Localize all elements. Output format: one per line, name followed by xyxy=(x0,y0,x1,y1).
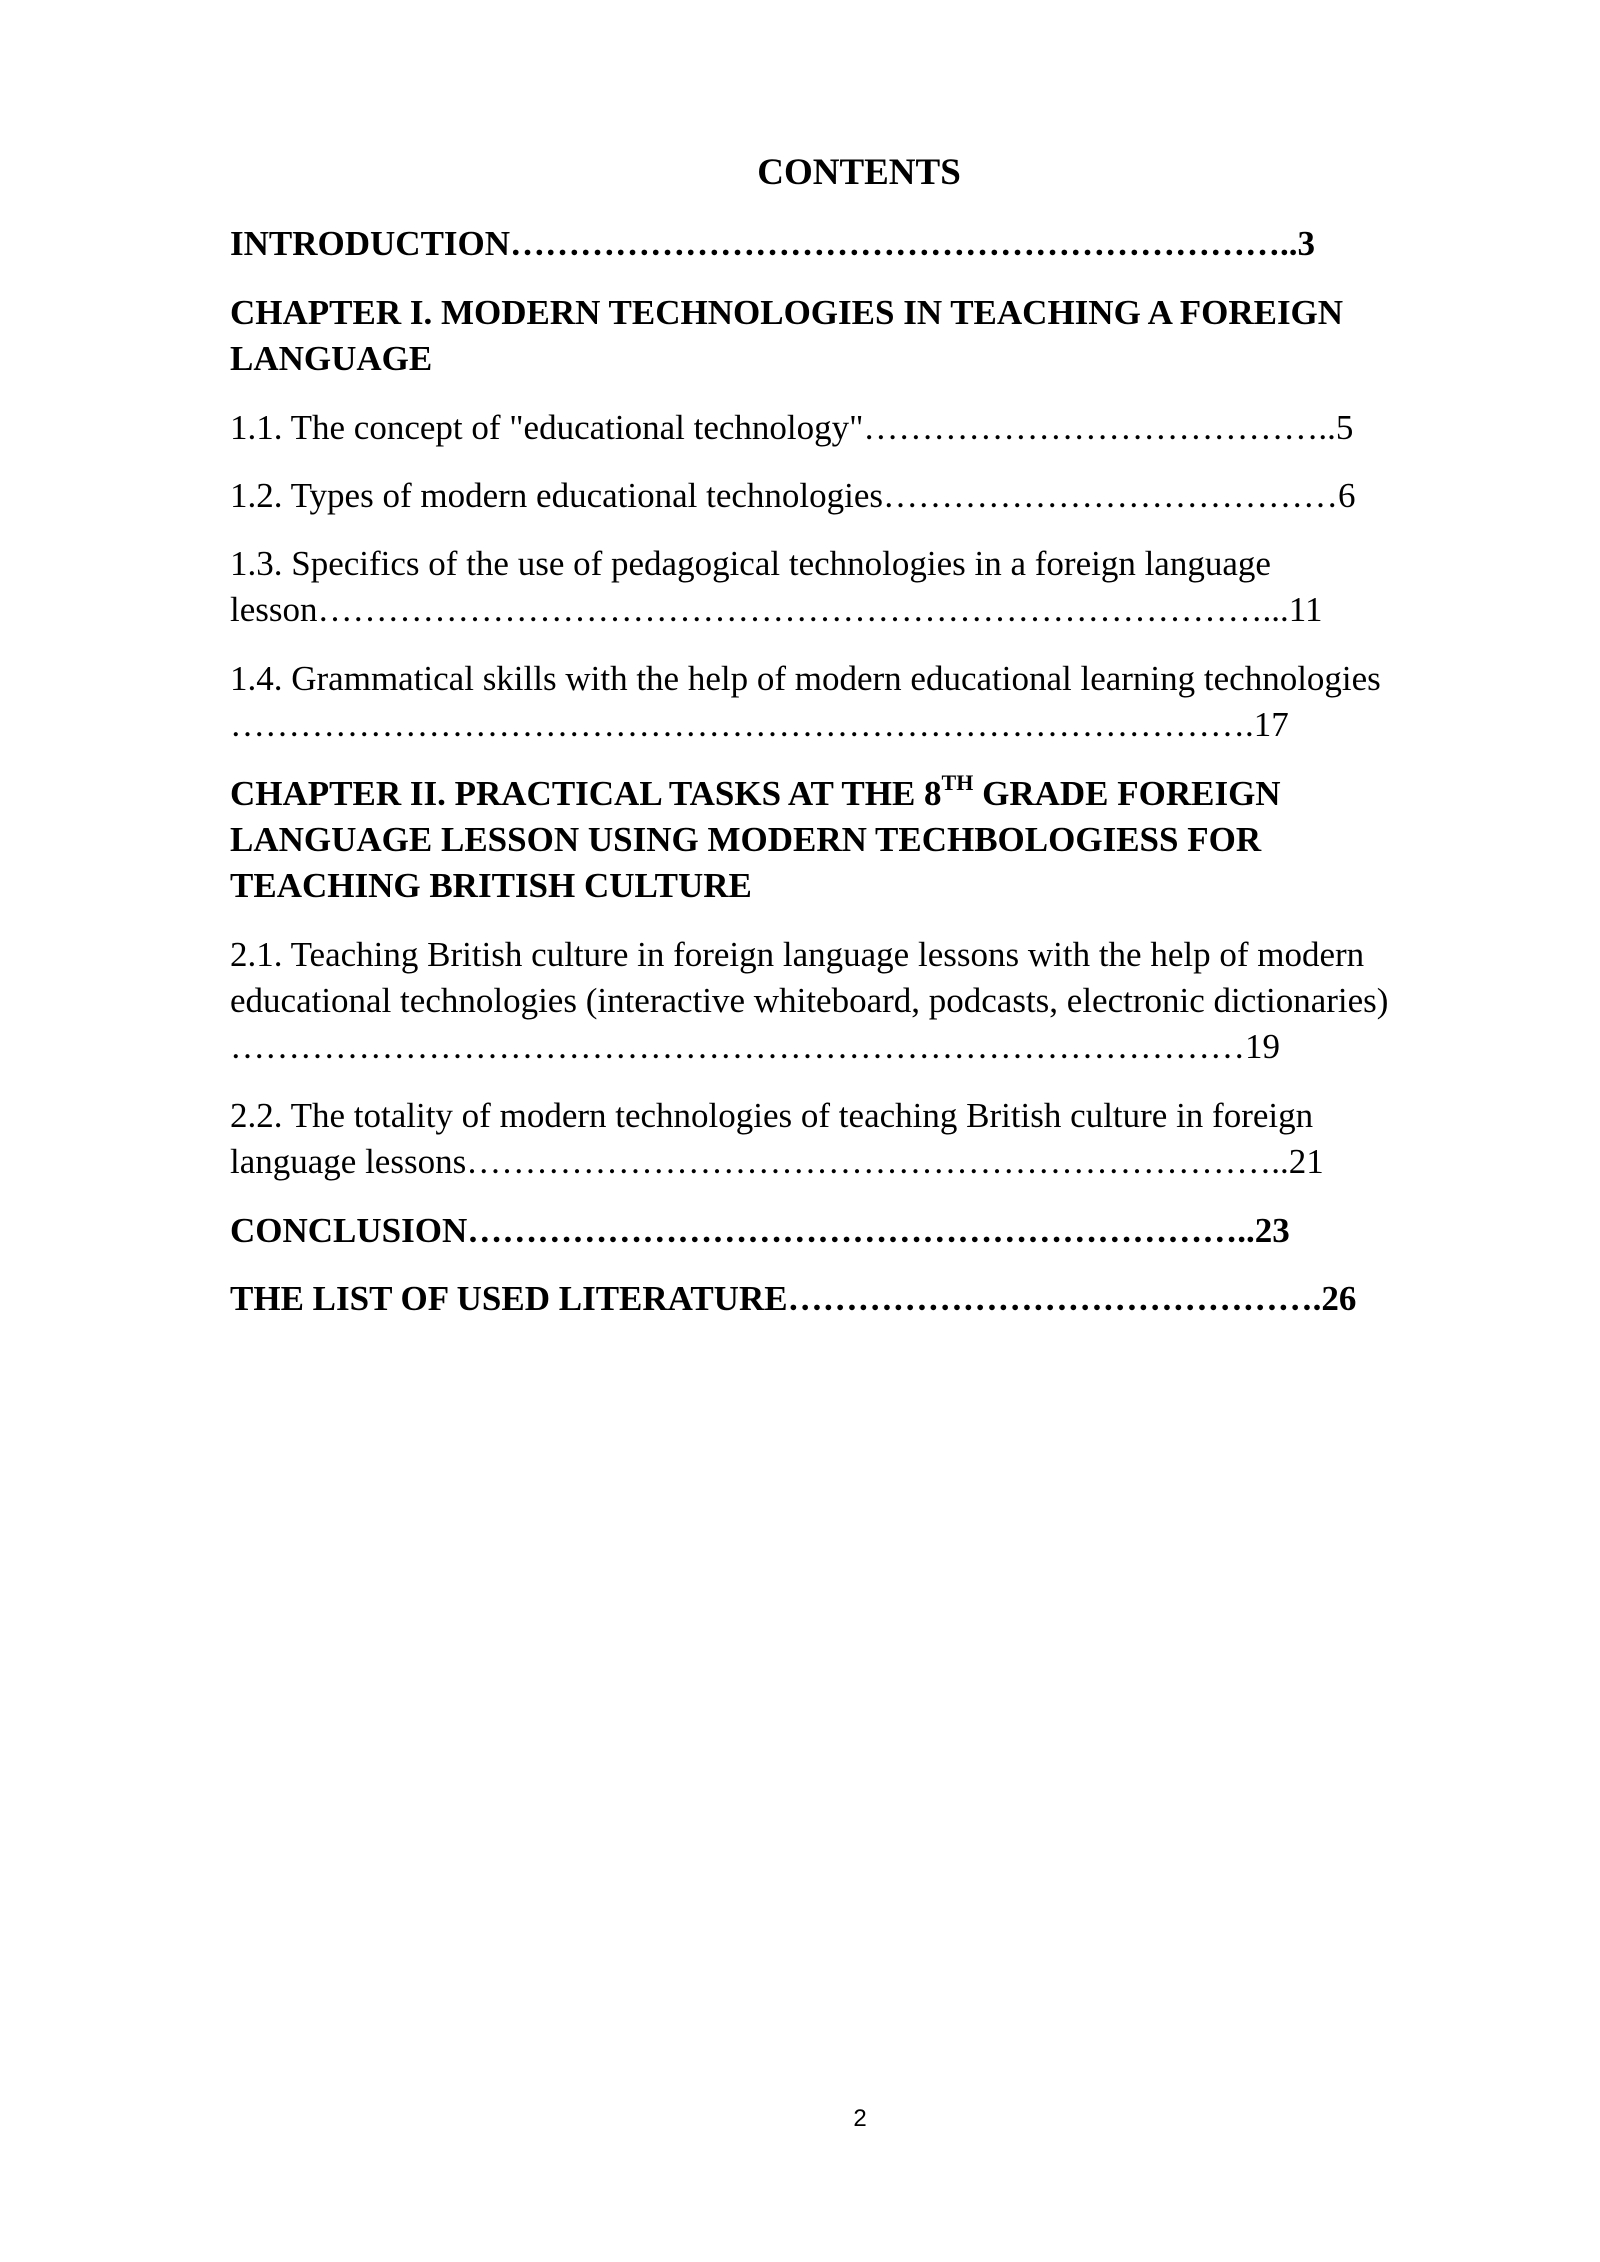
toc-section-1-3-line-1: 1.3. Specifics of the use of pedagogical technologies in a foreign language xyxy=(230,544,1271,583)
page-number: 2 xyxy=(853,2105,867,2132)
toc-section-1-4-line-2: …………………………………………………………………………….17 xyxy=(230,705,1289,744)
toc-chapter-1-line-2: LANGUAGE xyxy=(230,339,433,378)
toc-conclusion: CONCLUSION…………………………………………………………..23 xyxy=(230,1211,1290,1250)
toc-section-2-2-line-1: 2.2. The totality of modern technologies of teaching British culture in foreign xyxy=(230,1096,1314,1135)
toc-section-1-4-line-1: 1.4. Grammatical skills with the help of modern educational learning technologies xyxy=(230,659,1381,698)
toc-section-2-2-line-2: language lessons……………………………………………………………..21 xyxy=(230,1142,1324,1181)
toc-chapter-2-line-1 xyxy=(230,771,1490,817)
toc-literature: THE LIST OF USED LITERATURE……………………………………….26 xyxy=(230,1279,1357,1318)
toc-chapter-2-line-3: TEACHING BRITISH CULTURE xyxy=(230,866,752,905)
toc-chapter-2-line-1-pre: CHAPTER II. PRACTICAL TASKS AT THE 8 xyxy=(230,774,942,813)
toc-section-1-1: 1.1. The concept of "educational technology"…………………………………..5 xyxy=(230,408,1354,447)
toc-chapter-2-line-1-post: GRADE FOREIGN xyxy=(973,774,1281,813)
toc-section-2-1-line-2: educational technologies (interactive whiteboard, podcasts, electronic dictionaries) xyxy=(230,981,1389,1020)
toc-section-1-2: 1.2. Types of modern educational technologies…………………………………6 xyxy=(230,476,1356,515)
toc-chapter-2-line-2: LANGUAGE LESSON USING MODERN TECHBOLOGIESS FOR xyxy=(230,820,1262,859)
page-title: CONTENTS xyxy=(757,152,961,193)
toc-section-1-3-line-2: lesson………………………………………………………………………...11 xyxy=(230,590,1323,629)
toc-chapter-2-superscript: TH xyxy=(941,770,974,796)
toc-introduction: INTRODUCTION…………………………………………………………..3 xyxy=(230,224,1316,263)
toc-section-2-1-line-1: 2.1. Teaching British culture in foreign language lessons with the help of modern xyxy=(230,935,1365,974)
toc-section-2-1-line-3: ……………………………………………………………………………19 xyxy=(230,1027,1280,1066)
toc-chapter-1-line-1: CHAPTER I. MODERN TECHNOLOGIES IN TEACHING A FOREIGN xyxy=(230,293,1344,332)
